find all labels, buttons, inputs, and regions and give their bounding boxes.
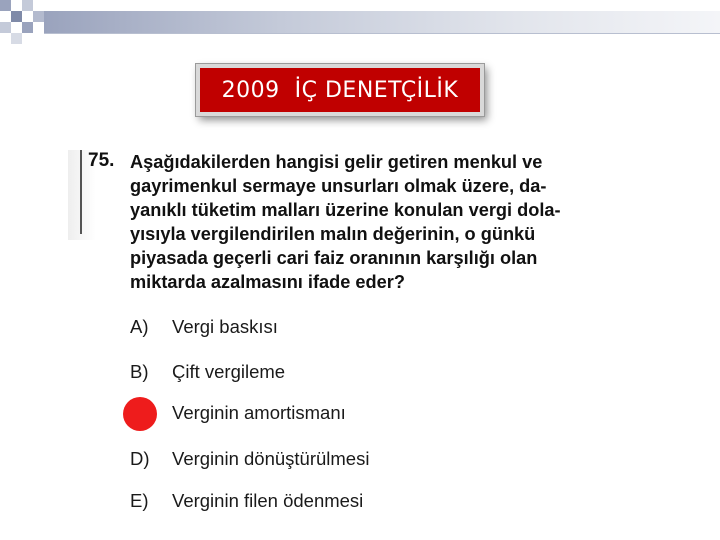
correct-answer-marker bbox=[123, 397, 157, 431]
option-label: Vergi baskısı bbox=[172, 316, 278, 337]
question-line: miktarda azalmasını ifade eder? bbox=[130, 272, 405, 292]
option-label: Çift vergileme bbox=[172, 361, 286, 382]
option-label: Verginin filen ödenmesi bbox=[172, 490, 364, 511]
question-line: yısıyla vergilendirilen malın değerinin, o günkü bbox=[130, 224, 536, 244]
question-line: gayrimenkul sermaye unsurları olmak üzere, da- bbox=[130, 176, 547, 196]
slide-title: 2009 İÇ DENETÇİLİK bbox=[221, 77, 459, 103]
header-divider bbox=[44, 33, 720, 34]
question-number: 75. bbox=[88, 150, 115, 171]
header-gradient-bar bbox=[44, 11, 720, 33]
option-label: Verginin amortismanı bbox=[172, 402, 346, 423]
question-line: piyasada geçerli cari faiz oranının karşılığı olan bbox=[130, 248, 538, 268]
question-text bbox=[130, 150, 640, 294]
option-letter: D) bbox=[130, 448, 150, 469]
option-label: Verginin dönüştürülmesi bbox=[172, 448, 370, 469]
title-banner bbox=[196, 64, 484, 116]
question-line: Aşağıdakilerden hangisi gelir getiren menkul ve bbox=[130, 152, 543, 172]
question-line: yanıklı tüketim malları üzerine konulan vergi dola- bbox=[130, 200, 561, 220]
scan-edge-line bbox=[80, 150, 82, 234]
option-letter: A) bbox=[130, 316, 149, 337]
option-letter: E) bbox=[130, 490, 149, 511]
option-letter: B) bbox=[130, 361, 149, 382]
